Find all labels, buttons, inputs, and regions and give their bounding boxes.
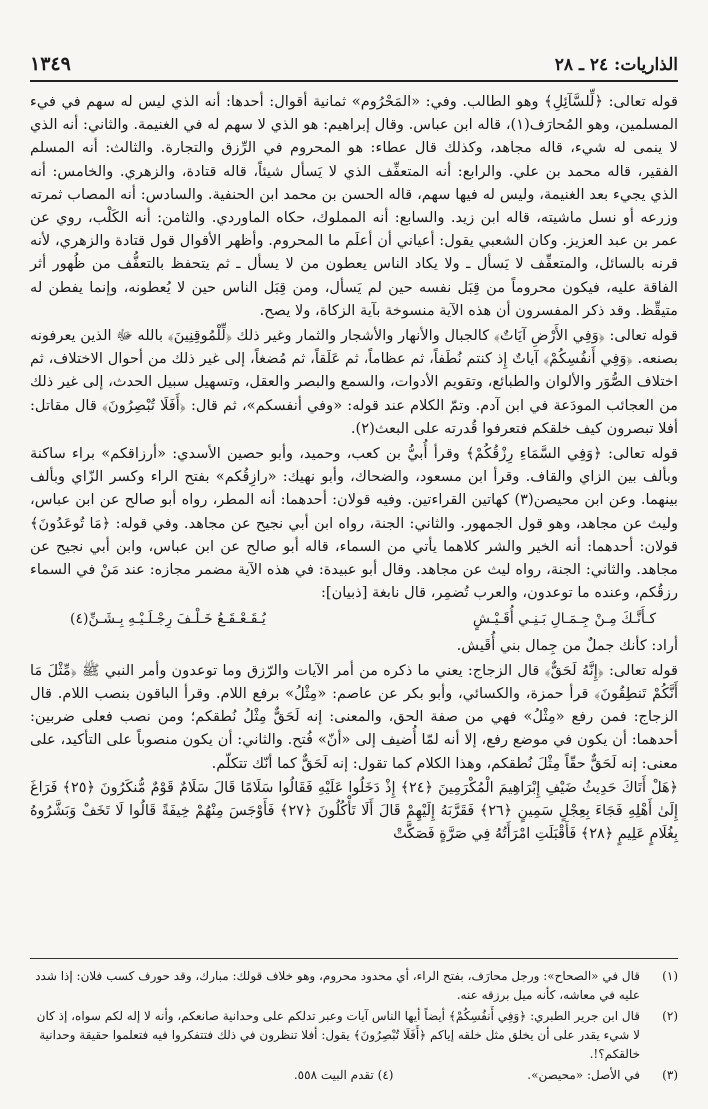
main-text (30, 90, 678, 848)
footnotes (30, 958, 678, 1087)
running-title: الذاريات: ٢٤ ـ ٢٨ (554, 55, 678, 75)
poetry-verse (70, 608, 656, 631)
page-header (30, 44, 678, 82)
paragraph-saail: قوله تعالى: ﴿لِّلسَّآئِلِ﴾ وهو الطالب. وفي: «المَحْرُوم» ثمانية أقوال: أحدها: أنه الذي ليس له سهم في فيء المسلمين، وهو المُحارَف(١)، قاله ابن عباس. وقال إبراهيم: هو الذي لا سهم له في الغنيمة. والثاني: أنه الذي لا ينمى له شيء، قاله مجاهد، وكذلك قال عطاء: هو المحروم في الرِّزق والتجارة. والثالث: أنه المسلم الفقير، قاله محمد بن علي. والرابع: أنه المتعفِّف الذي لا يَسأل شيئاً، قاله قتادة، والزهري. والخامس: أنه الذي يجيء بعد الغنيمة، وليس له فيها سهم، قاله الحسن بن محمد ابن الحنفية. والسادس: أنه المصاب ثمرته وزرعه أو نسل ماشيته، قاله ابن زيد. والسابع: أنه المملوك، حكاه الماوردي. والثامن: أنه الكَلْب، روي عن عمر بن عبد العزيز. وكان الشعبي يقول: أعياني أن أعلَم ما المحروم. وأظهر الأقوال قول قتادة والزهري، لأنه قرنه بالسائل، والمتعفِّف لا يَسأل ـ ولا يكاد الناس يعطون من لا يسأل ـ ثم يتحفظ بالتعفُّف من ظُهور أثر الفاقة عليه، فيكون محروماً من قِبَل نفسه حين لم يَسأل، ومن قِبَل الناس حين لا يُعطونه، وإنما يفطن له متيقِّظ. وقد ذكر المفسرون أن هذه الآية منسوخة بآية الزكاة، ولا يصح. (30, 93, 678, 319)
footnote (30, 967, 678, 1005)
footnote-4 (294, 1066, 394, 1085)
footnote-number: (٣) (662, 1068, 678, 1082)
footnote-text: قال في «الصحاح»: ورجل محارَف، بفتح الراء، أي محدود محروم، وهو خلاف قولك: مبارك، وقد حورف كسب فلان: إذا شدد عليه في معاشه، كأنه ميل برزقه عنه. (35, 969, 640, 1002)
paragraph-rizq: قوله تعالى: ﴿وَفِي السَّمَاءِ رِزْقُكُمْ﴾ وقرأ أُبيُّ بن كعب، وحميد، وأبو حصين الأسدي: «أرزاقكم» براء ساكنة وبألف بين الزاي والقاف. وقرأ ابن مسعود، والضحاك، وأبو نهيك: «رازِقُكم» بفتح الراء وكسر الزّاي وبألف بينهما. وعن ابن محيصن(٣) كهاتين القراءتين. وفيه قولان: أحدهما: أنه المطر، رواه أبو صالح عن ابن عباس، وليث عن مجاهد، وهو قول الجمهور. والثاني: الجنة، رواه ابن أبي نجيح عن مجاهد. وفي قوله: ﴿مَا تُوعَدُونَ﴾ قولان: أحدهما: أنه الخير والشر كلاهما يأتي من السماء، قاله أبو صالح عن ابن عباس، وابن أبي نجيح عن مجاهد. والثاني: الجنة، رواه ليث عن مجاهد. وقال أبو عبيدة: في هذه الآية مضمر مجازه: عند مَنْ في السماء رزقُكم، وعنده ما توعدون، والعرب تُضمِر، قال نابغة [ذبيان]: (30, 445, 678, 602)
footnote-4-number: (٤) (377, 1068, 394, 1082)
verse-second-hemistich: يُـقَـعْـقَـعُ خَـلْـفَ رِجْـلَـيْـهِ بِـشَـنِّ(٤) (70, 611, 266, 628)
footnote-4-text: تقدم البيت ٥٥٨. (293, 1068, 374, 1082)
footnote-3-text: في الأصل: «محيصن». (527, 1068, 640, 1082)
footnote-number: (٢) (662, 1009, 678, 1023)
footnote (30, 1007, 678, 1064)
verse-first-hemistich: كـأَنَّـكَ مِـنْ جِـمَـالِ بَـنِـي أُقَـيْـشٍ (472, 611, 656, 628)
paragraph-innahu-lahaqq: قوله تعالى: ﴿إِنَّهُ لَحَقٌّ﴾ قال الزجاج: يعني ما ذكره من أمر الآيات والرّزق وما توعدون وأمر النبي ﷺ ﴿مِّثْلَ مَا أَنَّكُمْ تَنطِقُونَ﴾ قرأ حمزة، والكسائي، وأبو بكر عن عاصم: «مِثْلُ» برفع اللام. وقرأ الباقون بنصب اللام. قال الزجاج: فمن رفع «مِثْلُ» فهي من صفة الحق، والمعنى: إنه لَحَقٌّ مِثْلُ نُطقكم؛ ومن نصب فعلى ضربين: أحدهما: أن يكون في موضع رفع، إلا أنه لمّا أُضيف إلى «أنّ» فُتح. والثاني: أن يكون منصوباً على التأكيد، على معنى: إنه لَحَقٌّ حقّاً مِثْلَ نُطقكم، وهذا الكلام كما تقول: إنه لَحَقٌّ كما أنّك تتكلّم. (30, 661, 678, 772)
quran-verses: ﴿هَلْ أَتَاكَ حَدِيثُ ضَيْفِ إِبْرَاهِيمَ الْمُكْرَمِينَ ﴿٢٤﴾ إِذْ دَخَلُوا عَلَيْهِ فَقَالُوا سَلَامًا قَالَ سَلَامٌ قَوْمٌ مُّنكَرُونَ ﴿٢٥﴾ فَرَاغَ إِلَىٰ أَهْلِهِ فَجَاءَ بِعِجْلٍ سَمِينٍ ﴿٢٦﴾ فَقَرَّبَهُ إِلَيْهِمْ قَالَ أَلَا تَأْكُلُونَ ﴿٢٧﴾ فَأَوْجَسَ مِنْهُمْ خِيفَةً قَالُوا لَا تَخَفْ وَبَشَّرُوهُ بِغُلَامٍ عَلِيمٍ ﴿٢٨﴾ فَأَقْبَلَتِ امْرَأَتُهُ فِي صَرَّةٍ فَصَكَّتْ (30, 779, 678, 842)
paragraph-ayat-ard: قوله تعالى: ﴿وَفِي الأَرْضِ آيَاتٌ﴾ كالجبال والأنهار والأشجار والثمار وغير ذلك ﴿لِّلْمُوقِنِينَ﴾ بالله ﷻ الذين يعرفونه بصنعه. ﴿وَفِي أَنفُسِكُمْ﴾ آياتٌ إِذ كنتم نُطَفاً، ثم عظاماً، ثم عَلَقاً، ثم مُضغاً، إلى غير ذلك من أحوال الاختلاف، ثم اختلاف الصُّوَر والألوان والطبائع، وتقويم الأدوات، والسمع والبصر والعقل، وتسهيل سبيل الحدث، إلى غير ذلك من العجائب المودَعة في ابن آدم. وتمّ الكلام عند قوله: «وفي أنفسكم»، ثم قال: ﴿أَفَلَا تُبْصِرُونَ﴾ قال مقاتل: أفلا تبصرون كيف خلقكم فتعرفوا قُدرته على البعث(٢). (30, 327, 678, 437)
paragraph-murad: أراد: كأنك جملٌ من جِمال بني أُقَيش. (456, 636, 678, 654)
page-number: ١٣٤٩ (30, 53, 71, 75)
footnote (30, 1066, 678, 1085)
footnote-text (30, 1066, 640, 1085)
footnote-text: قال ابن جرير الطبري: ﴿وَفِي أَنفُسِكُمْ﴾ أيضاً أيها الناس آيات وعبر تدلكم على وحدانية صانعكم، وأنه لا إله لكم سواه، إذ كان لا شيء يقدر على أن يخلق مثل خلقه إياكم ﴿أَفَلَا تُبْصِرُونَ﴾ يقول: أفلا تنظرون في ذلك فتتفكروا فيه فتعلموا حقيقة وحدانية خالقكم؟!. (36, 1009, 640, 1061)
footnote-number: (١) (662, 969, 678, 983)
